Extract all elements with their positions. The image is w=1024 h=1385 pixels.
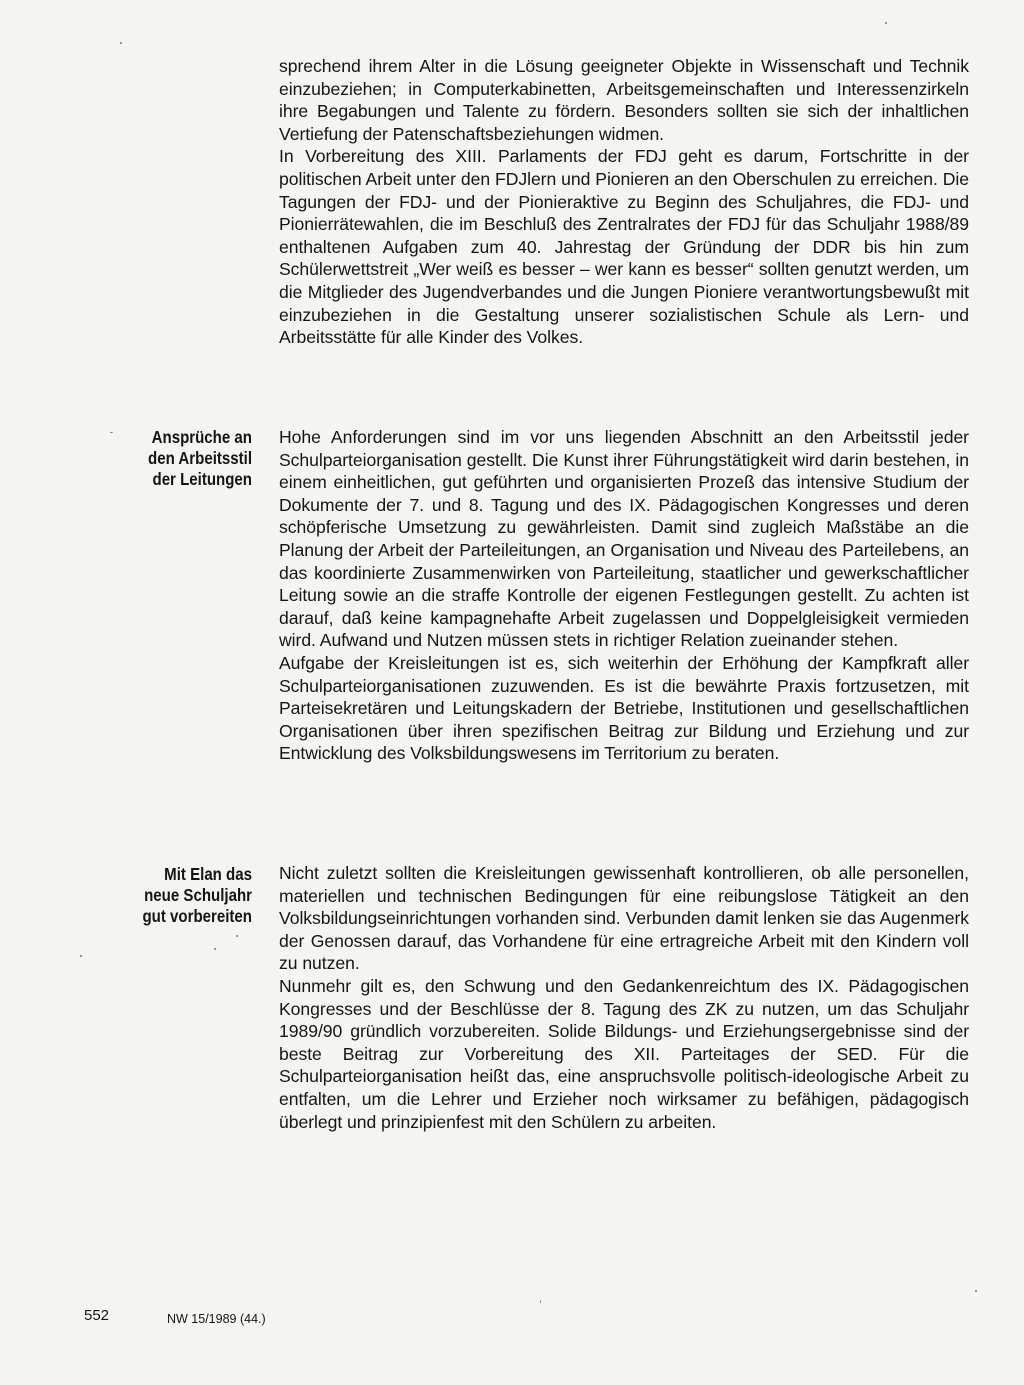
paragraph: Nunmehr gilt es, den Schwung und den Gedankenreichtum des IX. Pädagogischen Kongresses und der Beschlüsse der 8. Tagung des ZK zu nutzen, um das Schuljahr 1989/90 gründlich vorzubereiten. Solide Bildungs- und Erziehungsergebnisse sind der beste Beitrag zur Vorbereitung des XII. Parteitages der SED. Für die Schulparteiorganisation heißt das, eine anspruchsvolle politisch-ideologische Arbeit zu entfalten, um die Lehrer und Erzieher noch wirksamer zu befähigen, pädagogisch überlegt und prinzipienfest mit den Schülern zu arbeiten. (279, 975, 969, 1132)
paragraph: sprechend ihrem Alter in die Lösung geeigneter Objekte in Wissenschaft und Technik einzubeziehen; in Computerkabinetten, Arbeitsgemeinschaften und Interessenzirkeln ihre Begabungen und Talente zu fördern. Besonders sollten sie sich der inhaltlichen Vertiefung der Patenschaftsbeziehungen widmen. (279, 56, 969, 144)
scan-speck (236, 935, 238, 937)
scan-speck (885, 22, 887, 24)
body-block-intro (279, 55, 969, 349)
body-block-schuljahr (279, 862, 969, 1133)
issue-reference: NW 15/1989 (44.) (167, 1312, 266, 1326)
paragraph: Nicht zuletzt sollten die Kreisleitungen gewissenhaft kontrollieren, ob alle personellen, materiellen und technischen Bedingungen für eine reibungslose Tätigkeit an den Volksbildungseinrichtungen vorhanden sind. Verbunden damit lenken sie das Augenmerk der Genossen darauf, das Vorhandene für eine ertragreiche Arbeit mit den Kindern voll zu nutzen. (279, 863, 969, 974)
scan-speck (80, 955, 82, 957)
paragraph: Aufgabe der Kreisleitungen ist es, sich weiterhin der Erhöhung der Kampfkraft aller Schulparteiorganisationen zuzuwenden. Es ist die bewährte Praxis fortzusetzen, mit Parteisekretären und Leitungskadern der Betriebe, Institutionen und gesellschaftlichen Organisationen über ihren spezifischen Beitrag zur Bildung und Erziehung und zur Entwicklung des Volksbildungswesens im Territorium zu beraten. (279, 652, 969, 764)
side-heading-schuljahr (114, 864, 252, 927)
scan-speck (214, 948, 216, 950)
side-heading-line: den Arbeitsstil (148, 448, 252, 468)
side-heading-arbeitsstil (114, 427, 252, 490)
scan-speck (120, 42, 122, 44)
side-heading-line: neue Schuljahr (144, 885, 252, 905)
paragraph: In Vorbereitung des XIII. Parlaments der FDJ geht es darum, Fortschritte in der politischen Arbeit unter den FDJlern und Pionieren an den Oberschulen zu erreichen. Die Tagungen der FDJ- und der Pionieraktive zu Beginn des Schuljahres, die FDJ- und Pionierrätewahlen, die im Beschluß des Zentralrates der FDJ für das Schuljahr 1988/89 enthaltenen Aufgaben zum 40. Jahrestag der Gründung der DDR bis hin zum Schülerwettstreit „Wer weiß es besser – wer kann es besser“ sollten genutzt werden, um die Mitglieder des Jugendverbandes und die Jungen Pioniere verantwortungsbewußt mit einzubeziehen in die Gestaltung unserer sozialistischen Schule als Lern- und Arbeitsstätte für alle Kinder des Volkes. (279, 146, 969, 348)
side-heading-line: Ansprüche an (151, 427, 252, 447)
body-block-arbeitsstil (279, 426, 969, 765)
paragraph: Hohe Anforderungen sind im vor uns liegenden Abschnitt an den Arbeitsstil jeder Schulparteiorganisation gestellt. Die Kunst ihrer Führungstätigkeit wird darin bestehen, in einem einheitlichen, gut geführten und organisierten Prozeß das intensive Studium der Dokumente der 7. und 8. Tagung und des IX. Pädagogischen Kongresses und deren schöpferische Umsetzung zu gewährleisten. Damit sind zugleich Maßstäbe an die Planung der Arbeit der Parteileitungen, an Organisation und Niveau des Parteilebens, an das koordinierte Zusammenwirken von Parteileitung, staatlicher und gewerkschaftlicher Leitung sowie an die straffe Kontrolle der eigenen Festlegungen gestellt. Zu achten ist darauf, daß keine kampagnehafte Arbeit zugelassen und Doppelgleisigkeit vermieden wird. Aufwand und Nutzen müssen stets in richtiger Relation zueinander stehen. (279, 427, 969, 651)
page-number: 552 (84, 1307, 110, 1324)
scan-speck (975, 1290, 977, 1292)
side-heading-line: Mit Elan das (164, 864, 252, 884)
scan-speck (540, 1300, 541, 1303)
scan-speck (110, 432, 113, 433)
side-heading-line: gut vorbereiten (142, 906, 252, 926)
side-heading-line: der Leitungen (152, 469, 252, 489)
